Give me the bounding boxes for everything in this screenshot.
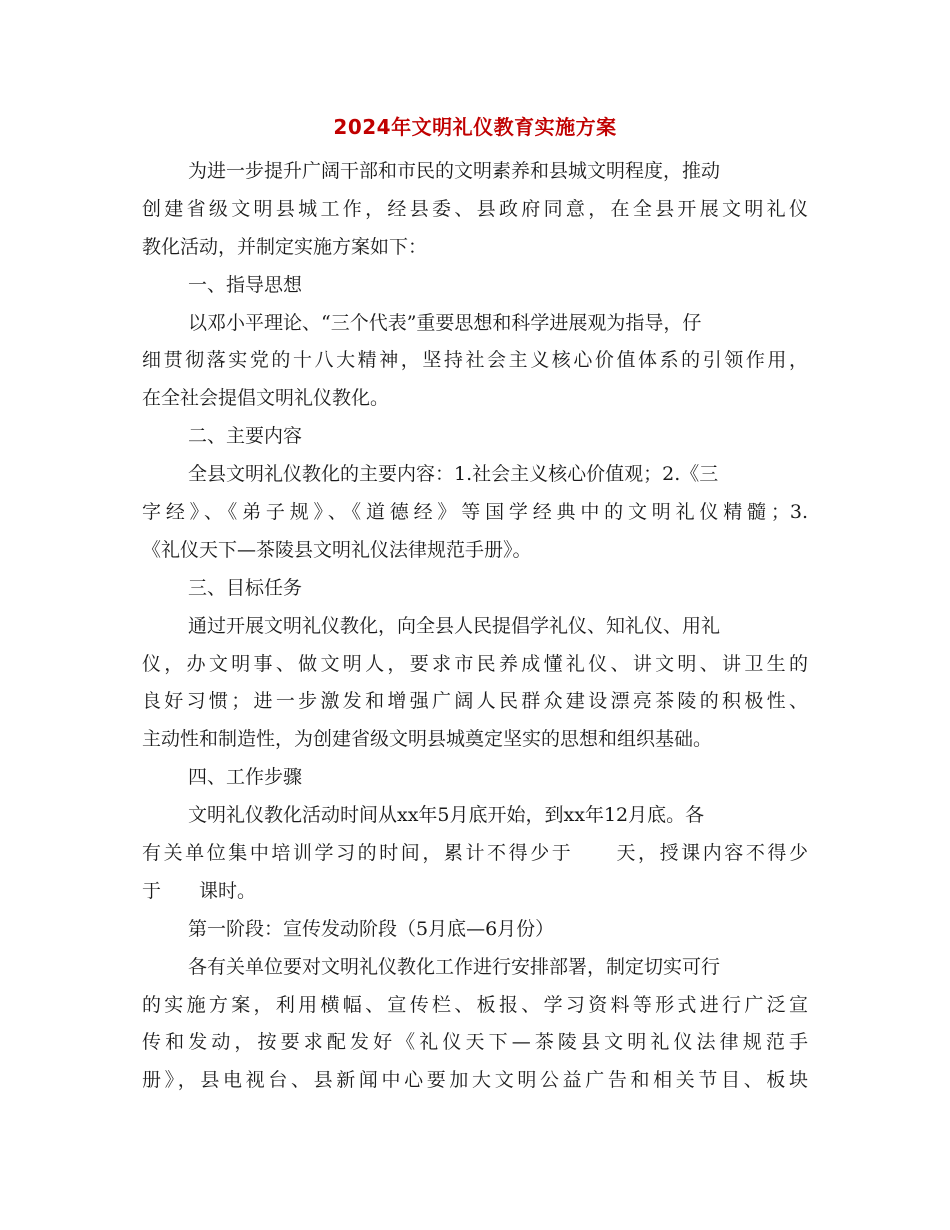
section-heading: 二、主要内容 [188,425,303,448]
paragraph-line: 传和发动，按要求配发好《礼仪天下—茶陵县文明礼仪法律规范手 [142,1031,808,1054]
paragraph-line: 全县文明礼仪教化的主要内容：1.社会主义核心价值观；2.《三 [188,463,719,486]
paragraph-line: 《礼仪天下—茶陵县文明礼仪法律规范手册》。 [142,538,532,561]
paragraph-line: 于 课时。 [142,879,257,902]
paragraph-line: 为进一步提升广阔干部和市民的文明素养和县城文明程度，推动 [188,160,721,182]
paragraph-line: 的实施方案，利用横幅、宣传栏、板报、学习资料等形式进行广泛宣 [142,993,808,1016]
paragraph-line: 有关单位集中培训学习的时间，累计不得少于 天，授课内容不得少 [142,842,808,865]
paragraph-line: 良好习惯；进一步激发和增强广阔人民群众建设漂亮茶陵的积极性、 [142,690,808,713]
section-heading: 四、工作步骤 [188,766,303,789]
paragraph-line: 以邓小平理论、“三个代表”重要思想和科学进展观为指导，仔 [188,311,702,334]
paragraph-line: 创建省级文明县城工作，经县委、县政府同意，在全县开展文明礼仪 [142,197,808,220]
paragraph-line: 主动性和制造性，为创建省级文明县城奠定坚实的思想和组织基础。 [142,728,713,751]
paragraph-line: 通过开展文明礼仪教化，向全县人民提倡学礼仪、知礼仪、用礼 [188,614,721,637]
paragraph-line: 细贯彻落实党的十八大精神，坚持社会主义核心价值体系的引领作用， [142,349,808,372]
document-title: 2024年文明礼仪教育实施方案 [333,115,617,139]
section-heading: 一、指导思想 [188,273,303,296]
subsection-heading: 第一阶段：宣传发动阶段（5月底—6月份） [188,917,555,940]
paragraph-line: 仪，办文明事、做文明人，要求市民养成懂礼仪、讲文明、讲卫生的 [142,652,808,675]
paragraph-line: 各有关单位要对文明礼仪教化工作进行安排部署，制定切实可行 [188,955,721,978]
paragraph-line: 文明礼仪教化活动时间从xx年5月底开始，到xx年12月底。各 [188,804,705,827]
paragraph-line: 教化活动，并制定实施方案如下： [142,235,428,258]
paragraph-line: 字经》、《弟子规》、《道德经》等国学经典中的文明礼仪精髓；3. [142,501,808,524]
paragraph-line: 在全社会提倡文明礼仪教化。 [142,387,390,410]
section-heading: 三、目标任务 [188,576,303,599]
document-body [142,153,808,1100]
paragraph-line: 册》，县电视台、县新闻中心要加大文明公益广告和相关节目、板块 [142,1069,808,1092]
